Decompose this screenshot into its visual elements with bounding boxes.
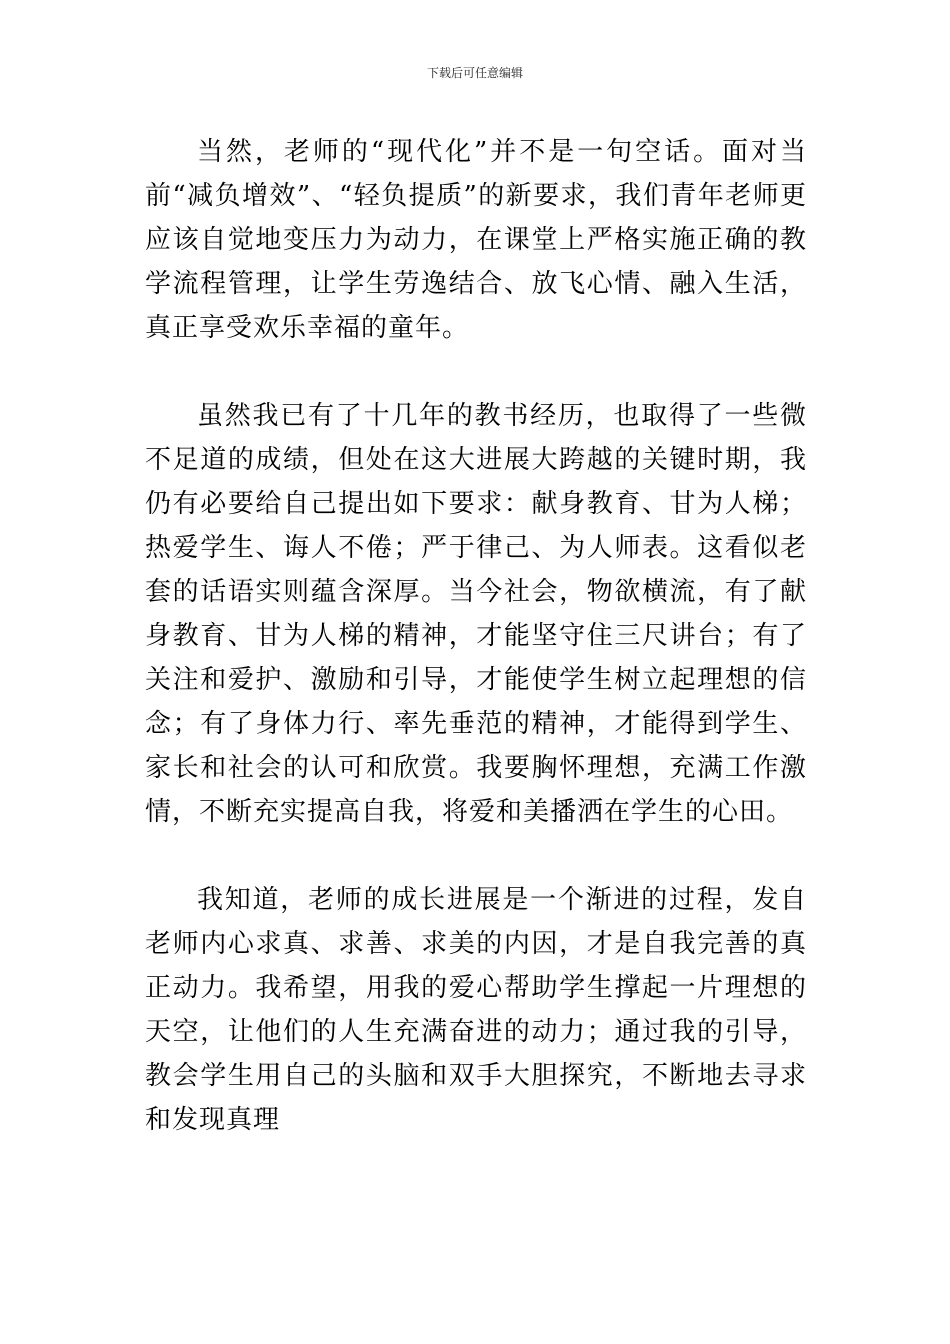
- paragraph-1: 当然，老师的“现代化”并不是一句空话。面对当前“减负增效”、“轻负提质”的新要求，我们青年老师更应该自觉地变压力为动力，在课堂上严格实施正确的教学流程管理，让学生劳逸结合、放飞心情、融入生活，真正享受欢乐幸福的童年。: [145, 137, 807, 343]
- page-header: 下载后可任意编辑: [426, 66, 523, 80]
- paragraph-2: 虽然我已有了十几年的教书经历，也取得了一些微不足道的成绩，但处在这大进展大跨越的关键时期，我仍有必要给自己提出如下要求：献身教育、甘为人梯；热爱学生、诲人不倦；严于律己、为人师表。这看似老套的话语实则蕴含深厚。当今社会，物欲横流，有了献身教育、甘为人梯的精神，才能坚守住三尺讲台；有了关注和爱护、激励和引导，才能使学生树立起理想的信念；有了身体力行、率先垂范的精神，才能得到学生、家长和社会的认可和欣赏。我要胸怀理想，充满工作激情，不断充实提高自我，将爱和美播洒在学生的心田。: [145, 401, 807, 827]
- paragraph-3: 我知道，老师的成长进展是一个渐进的过程，发自老师内心求真、求善、求美的内因，才是自我完善的真正动力。我希望，用我的爱心帮助学生撑起一片理想的天空，让他们的人生充满奋进的动力；通过我的引导，教会学生用自己的头脑和双手大胆探究，不断地去寻求和发现真理: [145, 885, 807, 1135]
- document-body: [145, 130, 807, 1142]
